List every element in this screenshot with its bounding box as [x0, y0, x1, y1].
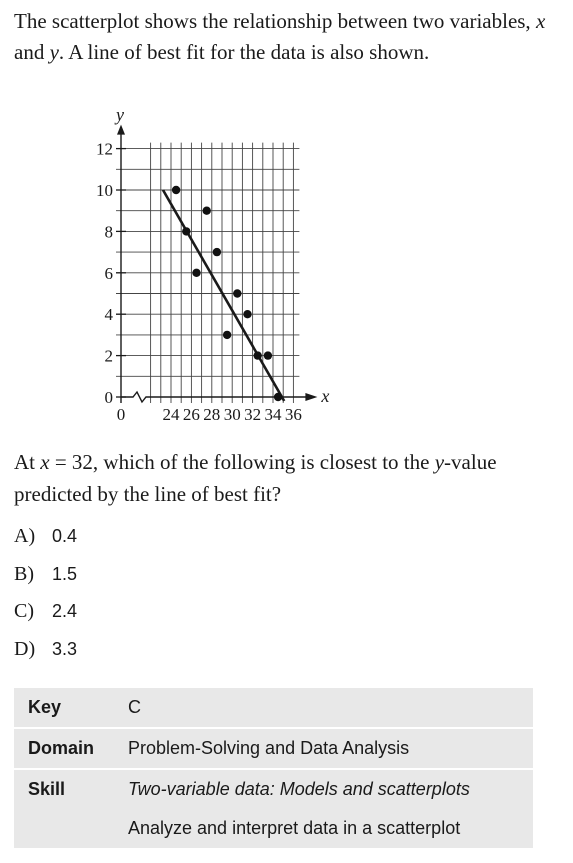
choice-letter: C): [14, 600, 34, 623]
skill-value: Two-variable data: Models and scatterplots: [114, 769, 533, 809]
y-tick-label: 0: [104, 388, 113, 407]
domain-row: [14, 728, 533, 769]
data-point: [203, 207, 211, 215]
stem-text-1: The scatterplot shows the relationship between two variables,: [14, 9, 536, 33]
stem-var-x: x: [535, 9, 546, 33]
question-text-2: = 32, which of the following is closest to the: [49, 450, 435, 474]
y-tick-label: 8: [104, 222, 113, 242]
skill-detail-spacer: [14, 809, 114, 848]
x-axis-label: x: [321, 386, 330, 406]
question-text-1: At: [14, 450, 41, 474]
skill-detail: Analyze and interpret data in a scatterplot: [114, 809, 533, 848]
data-point: [264, 351, 272, 359]
data-point: [243, 310, 251, 318]
choice-value: 3.3: [52, 638, 78, 659]
choice-value: 2.4: [52, 601, 78, 622]
y-axis-arrow: [117, 125, 125, 135]
question-stem: [14, 6, 554, 68]
x-tick-label: 28: [203, 405, 221, 424]
choice-d[interactable]: [14, 631, 77, 669]
y-tick-label: 10: [96, 181, 113, 200]
x-tick-label: 34: [264, 405, 282, 424]
stem-text-2: and: [14, 40, 50, 64]
x-tick-label: 30: [223, 405, 241, 424]
y-axis-label: y: [116, 104, 124, 125]
key-row: [14, 688, 533, 728]
y-tick-label: 2: [104, 346, 113, 366]
data-point: [233, 289, 241, 297]
data-point: [213, 248, 221, 256]
choice-b[interactable]: [14, 556, 77, 594]
skill-detail-row: [14, 809, 533, 848]
data-point: [172, 186, 180, 194]
data-point: [254, 351, 262, 359]
choice-value: 0.4: [52, 526, 78, 547]
tick-labels: [96, 140, 302, 424]
stem-var-y: y: [49, 40, 59, 64]
domain-value: Problem-Solving and Data Analysis: [114, 728, 533, 769]
x-tick-label: 24: [162, 405, 180, 424]
scatterplot: [70, 98, 470, 433]
x-tick-label: 36: [284, 405, 302, 424]
y-tick-label: 6: [104, 263, 113, 283]
choice-a[interactable]: [14, 518, 77, 556]
answer-choices: [14, 518, 77, 668]
choice-letter: B): [14, 562, 34, 585]
y-tick-label: 4: [104, 305, 113, 325]
question-text-3: -value predicted by the line of best fit?: [14, 450, 497, 506]
choice-c[interactable]: [14, 593, 77, 631]
key-value: C: [114, 688, 533, 728]
choice-letter: A): [14, 525, 36, 548]
skill-label: Skill: [14, 769, 114, 809]
choice-letter: D): [14, 637, 36, 660]
x-tick-label: 26: [182, 405, 200, 424]
stem-text-3: . A line of best fit for the data is also shown.: [58, 40, 430, 64]
question-var-x: x: [40, 450, 50, 474]
key-label: Key: [14, 688, 114, 728]
data-point: [192, 269, 200, 277]
x-tick-label: 32: [244, 405, 262, 424]
data-point: [274, 393, 282, 401]
question-prompt: [14, 446, 559, 510]
skill-row: [14, 769, 533, 809]
question-metadata-table: [14, 688, 533, 848]
data-point: [182, 227, 190, 235]
y-tick-label: 12: [96, 139, 113, 159]
choice-value: 1.5: [52, 563, 78, 584]
data-point: [223, 331, 231, 339]
question-var-y: y: [434, 450, 445, 474]
x-tick-label: 0: [116, 405, 126, 424]
x-axis-arrow: [305, 393, 317, 401]
domain-label: Domain: [14, 728, 114, 769]
grid-lines: [116, 143, 299, 403]
